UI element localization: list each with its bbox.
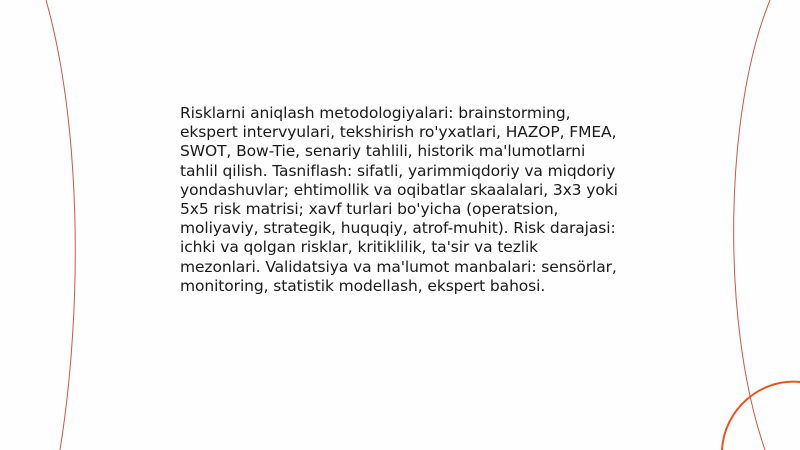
- orange-accent-arc: [722, 382, 800, 450]
- right-thin-arc: [734, 0, 770, 450]
- left-thin-arc: [46, 0, 75, 450]
- slide-body-text: Risklarni aniqlash metodologiyalari: brainstorming, ekspert intervyulari, tekshirish ro'yxatlari, HAZOP, FMEA, SWOT, Bow-Tie, senariy tahlili, historik ma'lumotlarni tahlil qilish. Tasniflash: sifatli, yarimmiqdoriy va miqdoriy yondashuvlar; ehtimollik va oqibatlar skaalalari, 3x3 yoki 5x5 risk matrisi; xavf turlari bo'yicha (operatsion, moliyaviy, strategik, huquqiy, atrof-muhit). Risk darajasi: ichki va qolgan risklar, kritiklilik, ta'sir va tezlik mezonlari. Validatsiya va ma'lumot manbalari: sensörlar, monitoring, statistik modellash, ekspert bahosi.: [180, 104, 618, 295]
